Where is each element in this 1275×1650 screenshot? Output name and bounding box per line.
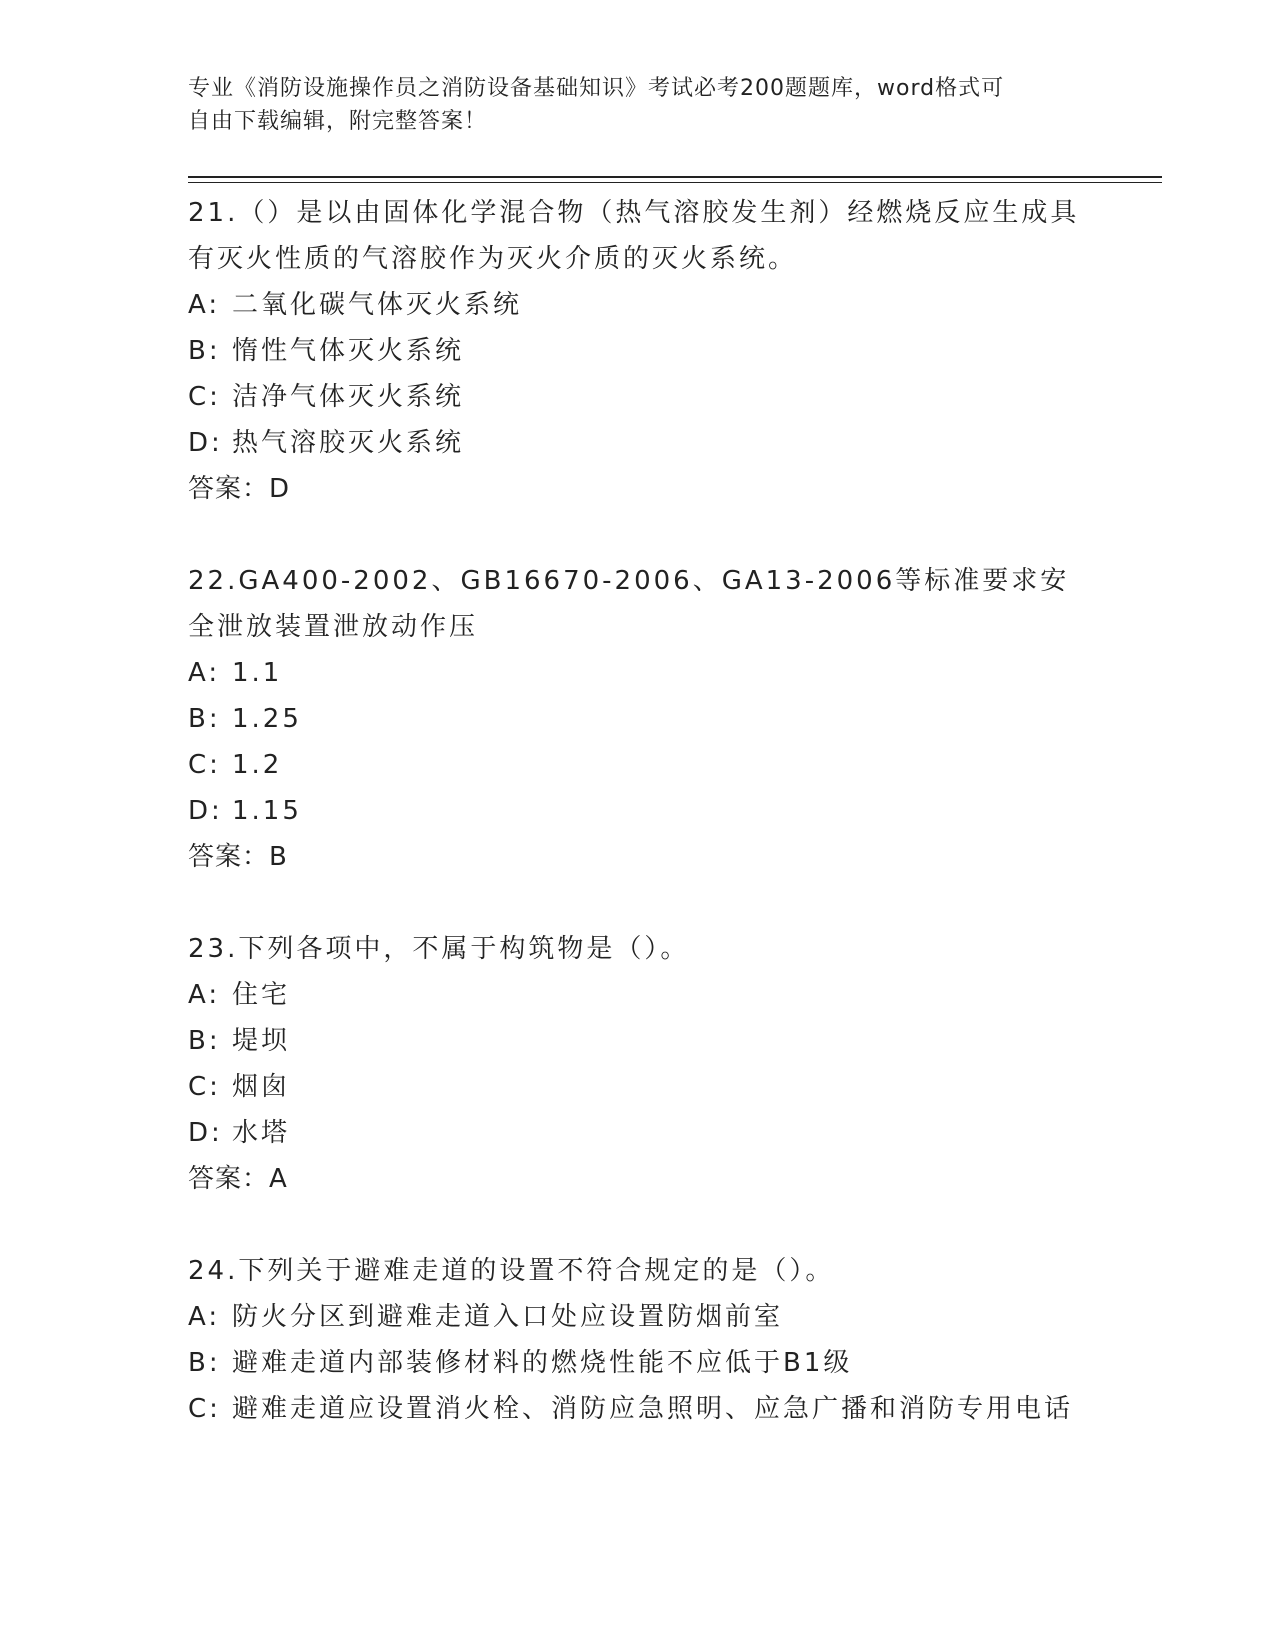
option-key: C: (188, 1072, 221, 1102)
option-d (188, 788, 1088, 834)
option-text: 洁净气体灭火系统 (232, 382, 465, 412)
option-text: 热气溶胶灭火系统 (232, 428, 465, 458)
document-header (188, 72, 1088, 138)
option-key: A: (188, 658, 221, 688)
option-text: 避难走道应设置消火栓、消防应急照明、应急广播和消防专用电话 (232, 1394, 1074, 1424)
question-23 (188, 926, 1088, 1202)
option-key: A: (188, 290, 221, 320)
question-text: 23.下列各项中，不属于构筑物是（）。 (188, 934, 690, 964)
header-line-1: 专业《消防设施操作员之消防设备基础知识》考试必考200题题库，word格式可 (188, 76, 1005, 101)
header-rule-thick (188, 176, 1162, 178)
option-key: D: (188, 1118, 223, 1148)
header-line-2: 自由下载编辑，附完整答案！ (188, 109, 488, 134)
option-text: 水塔 (232, 1118, 291, 1148)
option-c (188, 1386, 1088, 1432)
option-d (188, 420, 1088, 466)
option-b (188, 1340, 1088, 1386)
option-text: 二氧化碳气体灭火系统 (232, 290, 523, 320)
option-text: 1.2 (232, 750, 283, 780)
header-rule-thin (188, 182, 1162, 183)
option-key: C: (188, 382, 221, 412)
question-24 (188, 1248, 1088, 1432)
option-text: 住宅 (232, 980, 291, 1010)
option-text: 烟囱 (232, 1072, 291, 1102)
question-text: 21.（）是以由固体化学混合物（热气溶胶发生剂）经燃烧反应生成具有灭火性质的气溶胶作为灭火介质的灭火系统。 (188, 198, 1080, 274)
option-text: 1.25 (232, 704, 302, 734)
option-a (188, 650, 1088, 696)
answer: 答案：B (188, 842, 288, 872)
option-c (188, 374, 1088, 420)
option-b (188, 696, 1088, 742)
option-key: C: (188, 750, 221, 780)
option-text: 惰性气体灭火系统 (232, 336, 465, 366)
option-key: B: (188, 1026, 221, 1056)
option-c (188, 1064, 1088, 1110)
option-b (188, 1018, 1088, 1064)
option-key: B: (188, 704, 221, 734)
option-text: 1.1 (232, 658, 283, 688)
option-a (188, 282, 1088, 328)
question-21 (188, 190, 1088, 512)
option-b (188, 328, 1088, 374)
option-text: 防火分区到避难走道入口处应设置防烟前室 (232, 1302, 784, 1332)
option-c (188, 742, 1088, 788)
option-a (188, 972, 1088, 1018)
option-key: A: (188, 1302, 221, 1332)
option-key: D: (188, 428, 223, 458)
question-text: 22.GA400-2002、GB16670-2006、GA13-2006等标准要求安全泄放装置泄放动作压 (188, 566, 1070, 642)
option-key: B: (188, 1348, 221, 1378)
question-22 (188, 558, 1088, 880)
answer: 答案：A (188, 1164, 288, 1194)
question-text: 24.下列关于避难走道的设置不符合规定的是（）。 (188, 1256, 835, 1286)
option-text: 堤坝 (232, 1026, 291, 1056)
option-key: A: (188, 980, 221, 1010)
option-key: B: (188, 336, 221, 366)
option-a (188, 1294, 1088, 1340)
option-text: 1.15 (232, 796, 302, 826)
option-d (188, 1110, 1088, 1156)
answer: 答案：D (188, 474, 291, 504)
option-key: D: (188, 796, 223, 826)
question-list (188, 190, 1088, 1478)
option-text: 避难走道内部装修材料的燃烧性能不应低于B1级 (232, 1348, 853, 1378)
option-key: C: (188, 1394, 221, 1424)
